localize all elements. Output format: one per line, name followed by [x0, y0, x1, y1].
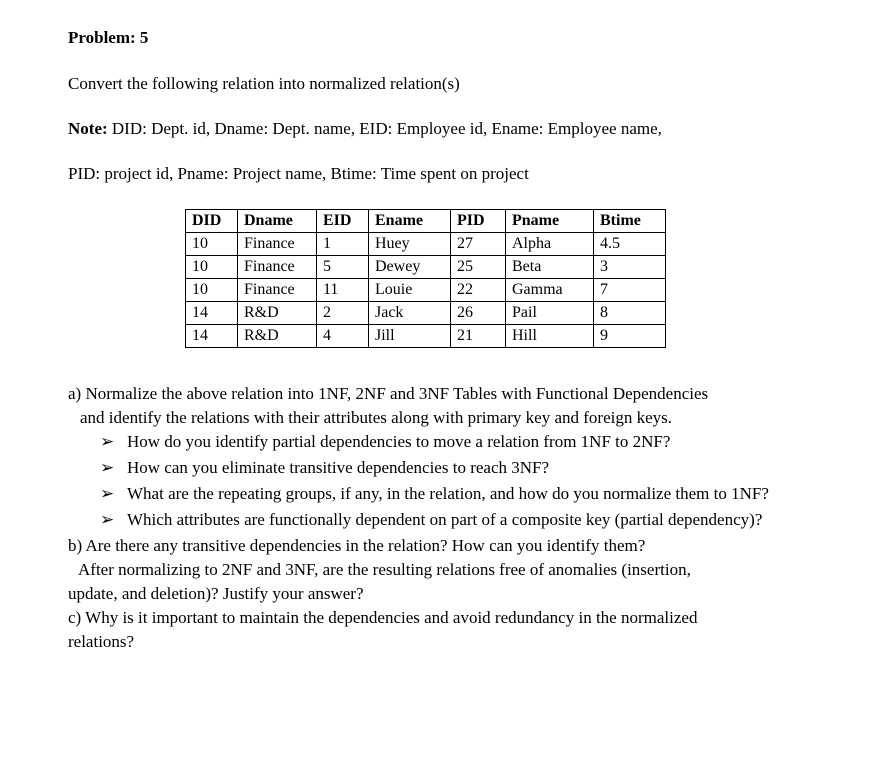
- arrow-bullet-icon: ➢: [100, 458, 115, 477]
- table-cell: 8: [594, 302, 666, 325]
- section-a-line2: and identify the relations with their attributes along with primary key and foreign keys.: [80, 408, 673, 427]
- column-header-pid: PID: [451, 210, 506, 233]
- table-cell: 2: [317, 302, 369, 325]
- bullet-item: [100, 482, 814, 506]
- table-cell: Hill: [506, 325, 594, 348]
- table-cell: 10: [186, 256, 238, 279]
- section-a-bullets: [68, 430, 814, 532]
- table-cell: 1: [317, 233, 369, 256]
- column-header-ename: Ename: [369, 210, 451, 233]
- table-cell: 4: [317, 325, 369, 348]
- section-c-line2: relations?: [68, 632, 135, 651]
- column-header-did: DID: [186, 210, 238, 233]
- note-label: Note:: [68, 119, 108, 138]
- table-cell: Louie: [369, 279, 451, 302]
- table-cell: 22: [451, 279, 506, 302]
- arrow-bullet-icon: ➢: [100, 510, 115, 529]
- table-row: [186, 233, 666, 256]
- table-cell: Beta: [506, 256, 594, 279]
- table-cell: R&D: [238, 325, 317, 348]
- section-b-line1: b) Are there any transitive dependencies in the relation? How can you identify them?: [68, 536, 646, 555]
- table-cell: Finance: [238, 256, 317, 279]
- bullet-item: [100, 456, 814, 480]
- bullet-item: [100, 508, 814, 532]
- arrow-bullet-icon: ➢: [100, 484, 115, 503]
- table-cell: 10: [186, 233, 238, 256]
- bullet-item: [100, 430, 814, 454]
- table-cell: 11: [317, 279, 369, 302]
- table-cell: Gamma: [506, 279, 594, 302]
- section-a-line1: a) Normalize the above relation into 1NF, 2NF and 3NF Tables with Functional Dependencies: [68, 384, 709, 403]
- table-cell: Jill: [369, 325, 451, 348]
- table-cell: 9: [594, 325, 666, 348]
- table-row: [186, 279, 666, 302]
- table-cell: Dewey: [369, 256, 451, 279]
- table-row: [186, 256, 666, 279]
- column-header-pname: Pname: [506, 210, 594, 233]
- table-cell: 7: [594, 279, 666, 302]
- table-cell: 25: [451, 256, 506, 279]
- column-header-eid: EID: [317, 210, 369, 233]
- table-cell: 10: [186, 279, 238, 302]
- note-text: DID: Dept. id, Dname: Dept. name, EID: Employee id, Ename: Employee name,: [107, 119, 662, 138]
- table-cell: 21: [451, 325, 506, 348]
- bullet-text: Which attributes are functionally dependent on part of a composite key (partial dependency)?: [127, 510, 763, 529]
- table-header-row: [186, 210, 666, 233]
- table-cell: Jack: [369, 302, 451, 325]
- table-cell: 5: [317, 256, 369, 279]
- table-cell: Huey: [369, 233, 451, 256]
- relation-table: [185, 209, 666, 348]
- questions-block: [68, 382, 814, 654]
- table-cell: R&D: [238, 302, 317, 325]
- table-cell: 4.5: [594, 233, 666, 256]
- table-cell: Alpha: [506, 233, 594, 256]
- note-paragraph-line1: [68, 119, 814, 139]
- table-row: [186, 302, 666, 325]
- column-header-dname: Dname: [238, 210, 317, 233]
- intro-paragraph: Convert the following relation into normalized relation(s): [68, 74, 460, 93]
- table-cell: 14: [186, 325, 238, 348]
- table-cell: Pail: [506, 302, 594, 325]
- table-row: [186, 325, 666, 348]
- table-cell: 26: [451, 302, 506, 325]
- bullet-text: What are the repeating groups, if any, in the relation, and how do you normalize them to 1NF?: [127, 484, 769, 503]
- table-cell: Finance: [238, 279, 317, 302]
- section-b-line3: update, and deletion)? Justify your answer?: [68, 584, 364, 603]
- table-cell: 14: [186, 302, 238, 325]
- table-cell: 27: [451, 233, 506, 256]
- note-paragraph-line2: PID: project id, Pname: Project name, Btime: Time spent on project: [68, 164, 529, 183]
- column-header-btime: Btime: [594, 210, 666, 233]
- bullet-text: How do you identify partial dependencies to move a relation from 1NF to 2NF?: [127, 432, 671, 451]
- arrow-bullet-icon: ➢: [100, 432, 115, 451]
- bullet-text: How can you eliminate transitive dependencies to reach 3NF?: [127, 458, 550, 477]
- problem-title: Problem: 5: [68, 28, 149, 47]
- section-b-line2: After normalizing to 2NF and 3NF, are the resulting relations free of anomalies (insertion,: [78, 560, 691, 579]
- table-cell: Finance: [238, 233, 317, 256]
- table-cell: 3: [594, 256, 666, 279]
- section-c-line1: c) Why is it important to maintain the dependencies and avoid redundancy in the normalized: [68, 608, 698, 627]
